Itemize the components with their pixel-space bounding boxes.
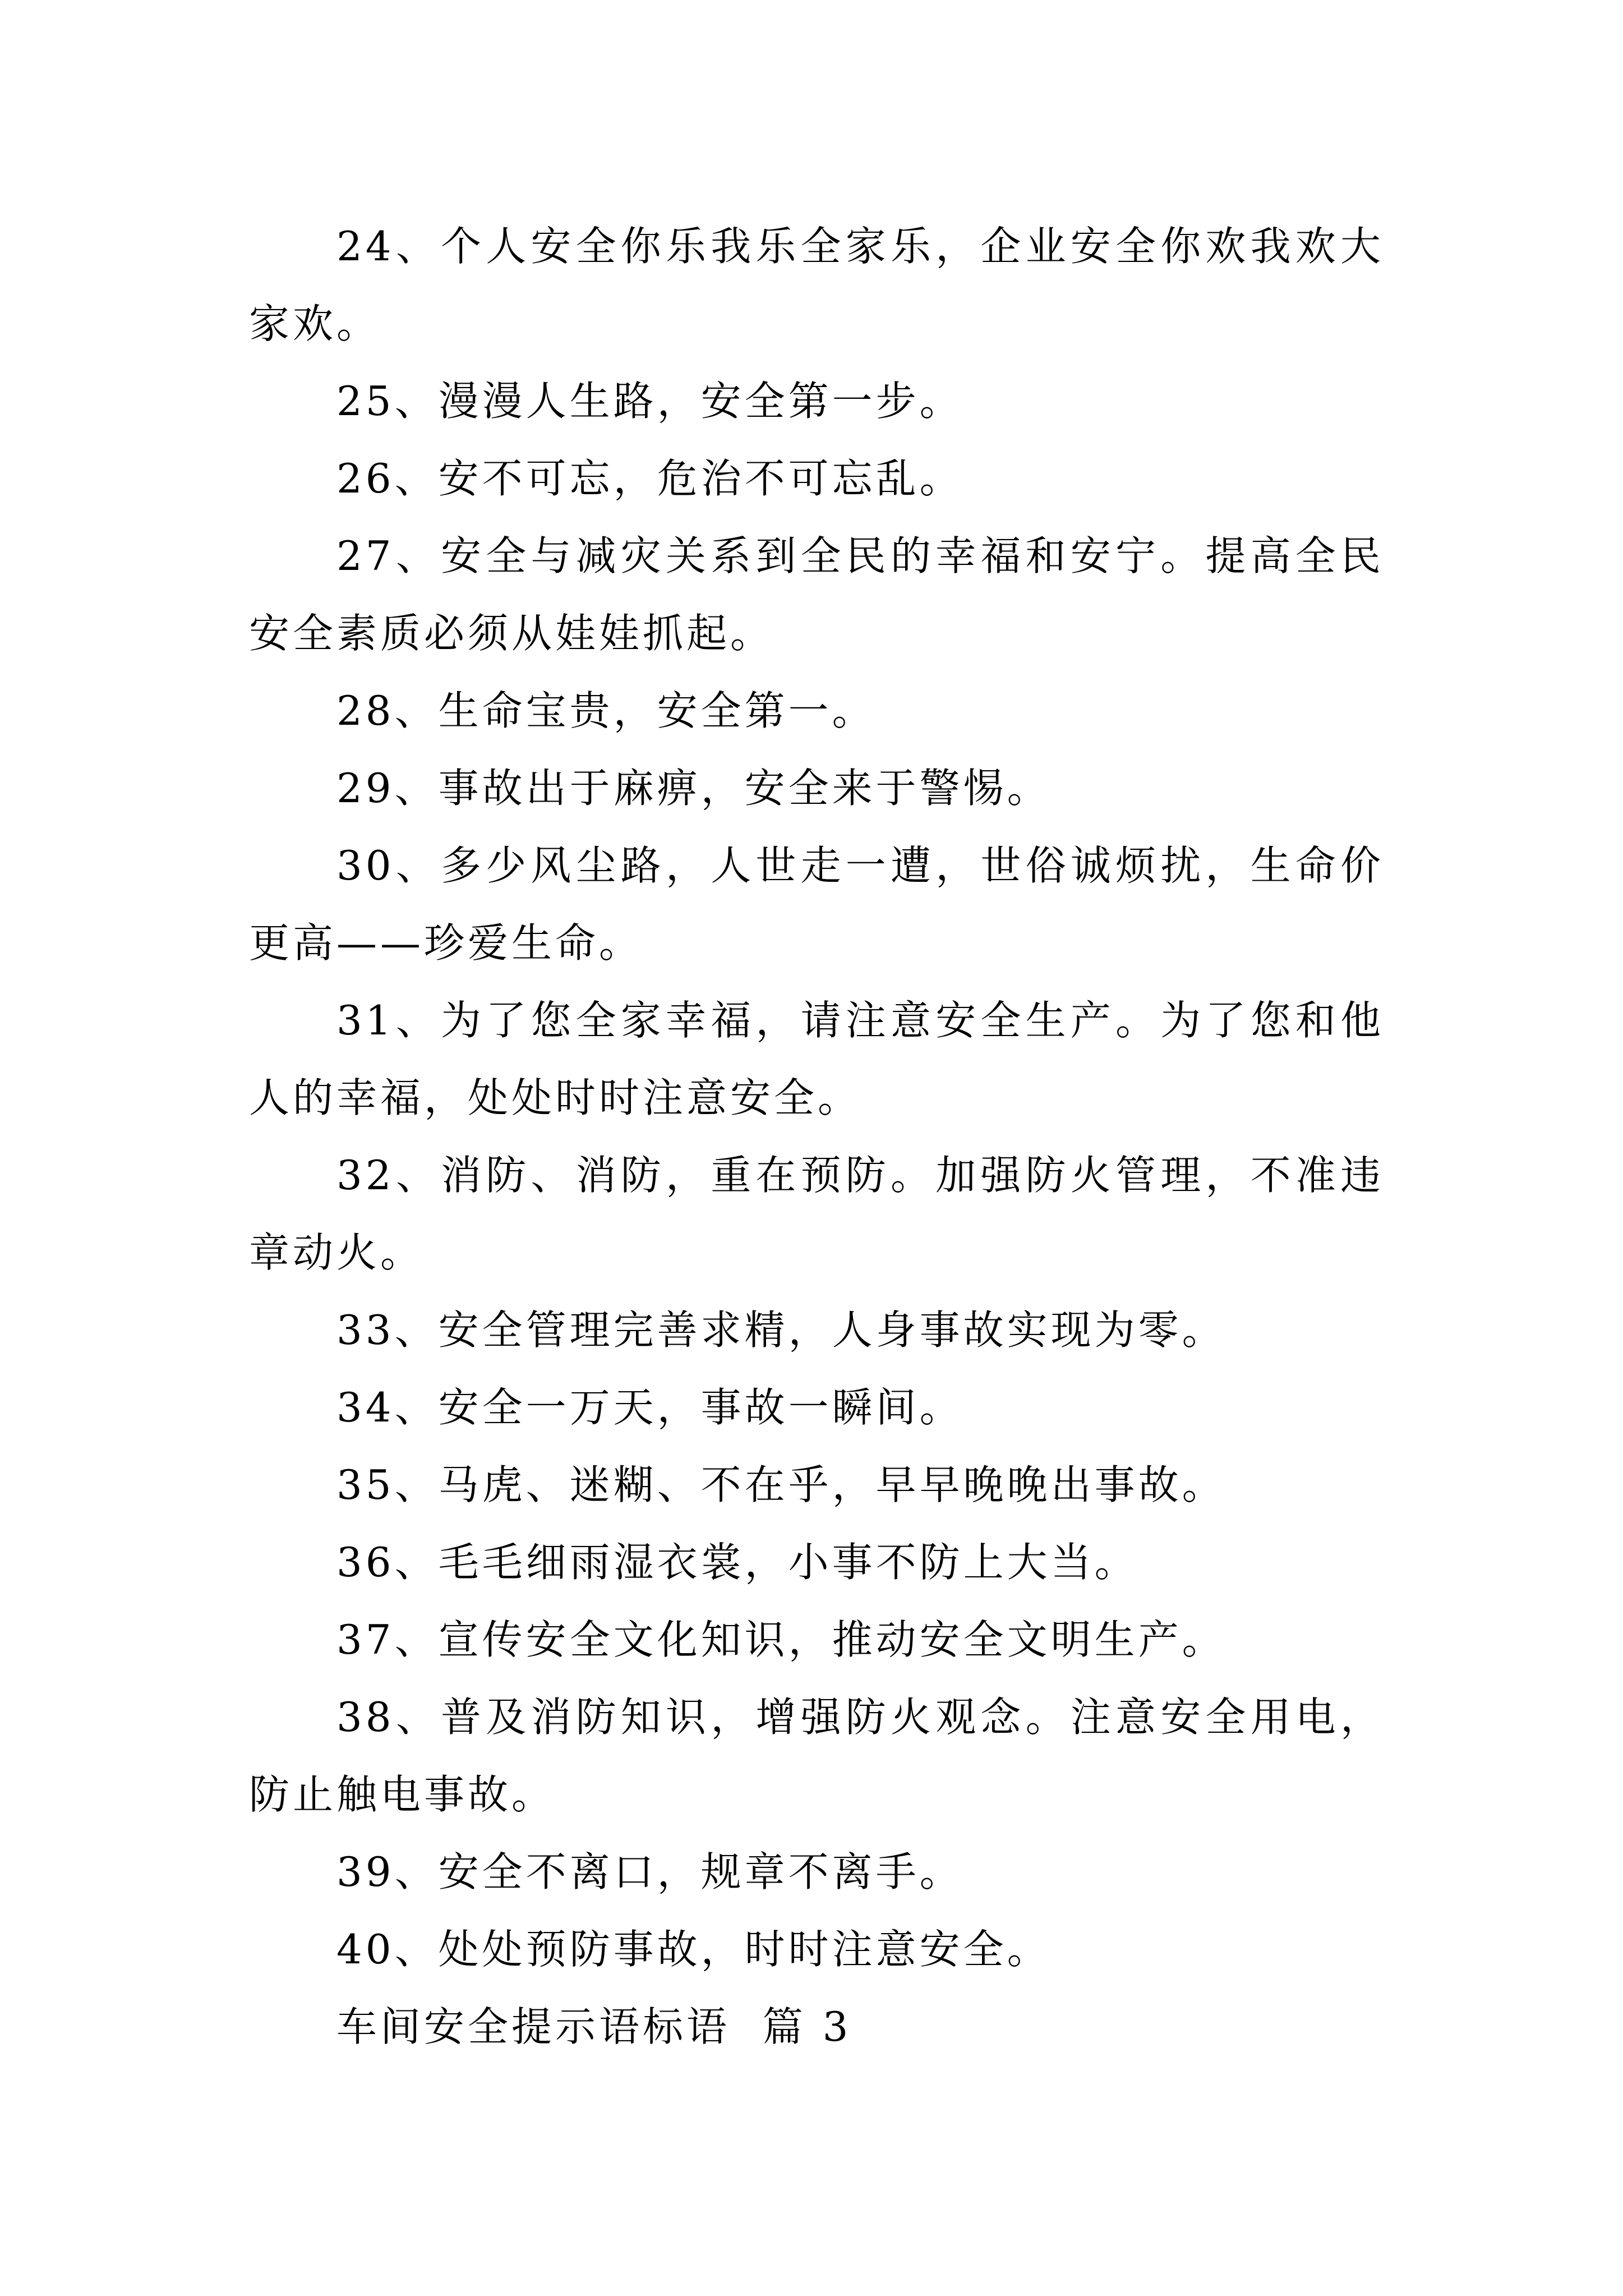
section-heading: 车间安全提示语标语 篇 3: [336, 2003, 852, 2050]
slogan-38: 38、普及消防知识，增强防火观念。注意安全用电，防止触电事故。: [249, 1694, 1384, 1818]
slogan-40: 40、处处预防事故，时时注意安全。: [336, 1926, 1051, 1973]
slogan-36: 36、毛毛细雨湿衣裳，小事不防上大当。: [336, 1539, 1138, 1586]
slogan-28: 28、生命宝贵，安全第一。: [336, 687, 876, 734]
slogan-33: 33、安全管理完善求精，人身事故实现为零。: [336, 1306, 1226, 1354]
slogan-29: 29、事故出于麻痹，安全来于警惕。: [336, 765, 1051, 812]
slogan-24: 24、个人安全你乐我乐全家乐，企业安全你欢我欢大家欢。: [249, 223, 1384, 347]
slogan-35: 35、马虎、迷糊、不在乎，早早晚晚出事故。: [336, 1461, 1226, 1508]
slogan-32: 32、消防、消防，重在预防。加强防火管理，不准违章动火。: [249, 1152, 1384, 1276]
slogan-37: 37、宣传安全文化知识，推动安全文明生产。: [336, 1616, 1226, 1663]
slogan-39: 39、安全不离口，规章不离手。: [336, 1848, 963, 1895]
slogan-31: 31、为了您全家幸福，请注意安全生产。为了您和他人的幸福，处处时时注意安全。: [249, 997, 1384, 1121]
slogan-27: 27、安全与减灾关系到全民的幸福和安宁。提高全民安全素质必须从娃娃抓起。: [249, 532, 1384, 657]
document-body: [249, 208, 1384, 2065]
slogan-26: 26、安不可忘，危治不可忘乱。: [336, 455, 963, 502]
slogan-34: 34、安全一万天，事故一瞬间。: [336, 1384, 963, 1431]
slogan-30: 30、多少风尘路，人世走一遭，世俗诚烦扰，生命价更高——珍爱生命。: [249, 842, 1384, 967]
slogan-25: 25、漫漫人生路，安全第一步。: [336, 378, 963, 425]
